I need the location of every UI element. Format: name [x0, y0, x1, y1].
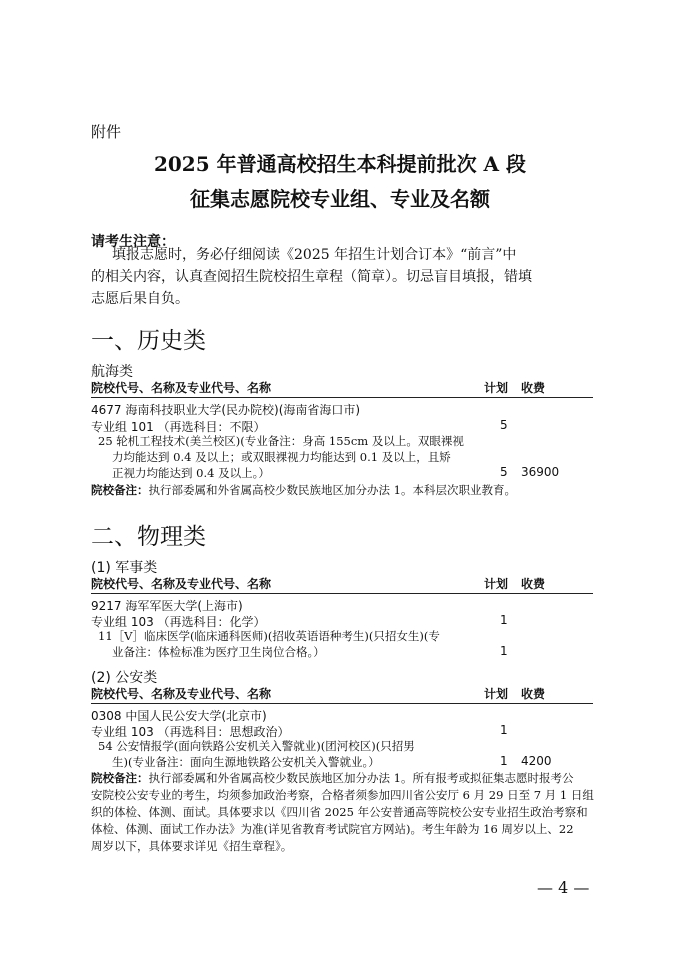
column-header-fee: 收费 [521, 381, 546, 395]
remark-line: 体检、体测、面试工作办法》为准(详见省教育考试院官方网站)。考生年龄为 16 周岁以上、22 [91, 822, 574, 836]
remark-line: 安院校公安专业的考生，均须参加政治考察，合格者须参加四川省公安厅 6 月 29 日至 7 月 1 日组 [91, 788, 594, 802]
column-header-plan: 计划 [484, 577, 509, 591]
column-header-name: 院校代号、名称及专业代号、名称 [91, 577, 272, 591]
group-plan: 5 [500, 418, 508, 432]
notice-line: 志愿后果自负。 [91, 291, 189, 307]
major-line: 25 轮机工程技术(美兰校区)(专业备注：身高 155cm 及以上。双眼裸视 [98, 434, 464, 448]
category-name: 航海类 [91, 364, 133, 380]
column-header-name: 院校代号、名称及专业代号、名称 [91, 381, 272, 395]
divider [91, 703, 593, 704]
major-line: 11［V］临床医学(临床通科医师)(招收英语语种考生)(只招女生)(专 [98, 629, 440, 643]
category-name: (1) 军事类 [91, 560, 158, 576]
school-remark [91, 770, 573, 786]
major-line: 正视力均能达到 0.4 及以上。） [112, 466, 270, 480]
school-name: 0308 中国人民公安大学(北京市) [91, 709, 267, 723]
major-plan: 1 [500, 644, 508, 658]
group-plan: 1 [500, 613, 508, 627]
document-title-line1: 2025 年普通高校招生本科提前批次 A 段 [153, 152, 527, 176]
remark-line: 周岁以下，具体要求详见《招生章程》。 [91, 839, 293, 853]
column-header-plan: 计划 [484, 381, 509, 395]
column-header-name: 院校代号、名称及专业代号、名称 [91, 687, 272, 701]
column-header-fee: 收费 [521, 687, 546, 701]
major-fee: 36900 [521, 465, 560, 479]
notice-line: 填报志愿时，务必仔细阅读《2025 年招生计划合订本》“前言”中 [112, 247, 517, 263]
remark-text: 执行部委属和外省属高校少数民族地区加分办法 1。本科层次职业教育。 [148, 483, 516, 497]
section-heading-physics: 二、物理类 [91, 524, 206, 550]
school-name: 9217 海军军医大学(上海市) [91, 599, 243, 613]
divider [91, 397, 593, 398]
major-group: 专业组 103 （再选科目：思想政治） [91, 725, 290, 739]
column-header-fee: 收费 [521, 577, 546, 591]
school-name: 4677 海南科技职业大学(民办院校)(海南省海口市) [91, 403, 361, 417]
major-line: 业备注：体检标准为医疗卫生岗位合格。） [112, 645, 325, 659]
section-heading-history: 一、历史类 [91, 328, 206, 354]
major-line: 力均能达到 0.4 及以上；或双眼裸视力均能达到 0.1 及以上，且矫 [112, 450, 451, 464]
major-group: 专业组 101 （再选科目：不限） [91, 420, 266, 434]
document-title-line2: 征集志愿院校专业组、专业及名额 [190, 187, 490, 211]
notice-heading: 请考生注意： [91, 234, 175, 250]
notice-line: 的相关内容，认真查阅招生院校招生章程（简章）。切忌盲目填报，错填 [91, 269, 532, 285]
major-line: 54 公安情报学(面向铁路公安机关入警就业)(团河校区)(只招男 [98, 739, 415, 753]
major-plan: 5 [500, 465, 508, 479]
major-group: 专业组 103 （再选科目：化学） [91, 615, 266, 629]
major-line: 生)(专业备注：面向生源地铁路公安机关入警就业。） [112, 755, 380, 769]
major-plan: 1 [500, 754, 508, 768]
column-header-plan: 计划 [484, 687, 509, 701]
category-name: (2) 公安类 [91, 670, 158, 686]
attachment-label: 附件 [91, 123, 122, 141]
page-number: — 4 — [537, 878, 590, 897]
remark-line: 织的体检、体测、面试。具体要求以《四川省 2025 年公安普通高等院校公安专业招生政治考察和 [91, 805, 588, 819]
remark-label: 院校备注： [91, 771, 149, 785]
remark-label: 院校备注： [91, 483, 149, 497]
group-plan: 1 [500, 723, 508, 737]
major-fee: 4200 [521, 754, 552, 768]
school-remark [91, 482, 516, 498]
divider [91, 593, 593, 594]
remark-text: 执行部委属和外省属高校少数民族地区加分办法 1。所有报考或拟征集志愿时报考公 [148, 771, 574, 785]
